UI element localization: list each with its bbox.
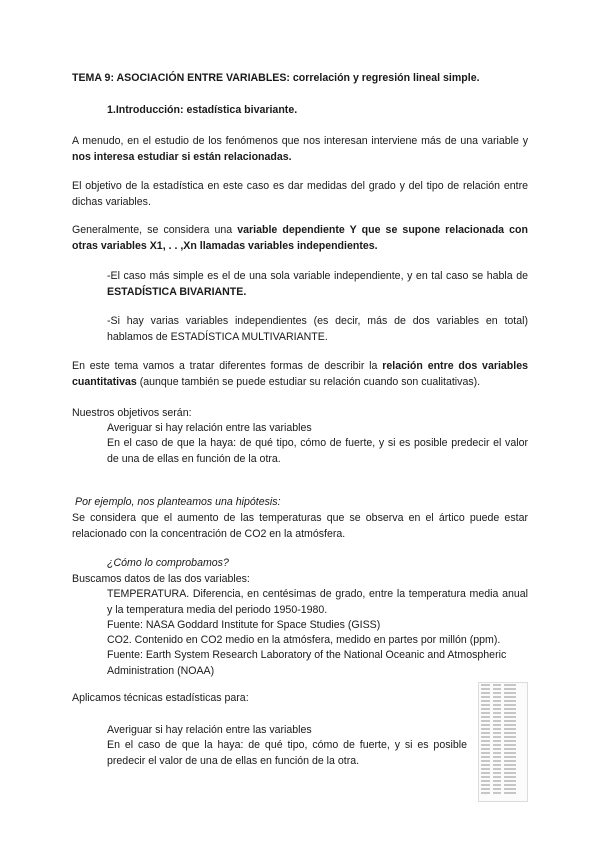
thumbnail-cell [504,772,516,774]
thumbnail-cell [493,704,501,706]
thumbnail-cell [481,760,490,762]
thumbnail-cell [504,768,516,770]
paragraph-variables-emphasis: variable dependiente Y que se supone relacionada con otras variables X1, . . ,Xn llamadas variables independientes. [72,224,528,252]
thumbnail-cell [481,712,490,714]
thumbnail-cell [481,732,490,734]
how-question: ¿Cómo lo comprobamos? [107,557,229,569]
thumbnail-cell [481,768,490,770]
apply-item-1: Averiguar si hay relación entre las variables [107,724,312,736]
thumbnail-row [481,728,525,731]
thumbnail-row [481,700,525,703]
objectives-intro: Nuestros objetivos serán: [72,407,192,419]
thumbnail-row [481,772,525,775]
thumbnail-cell [504,744,516,746]
thumbnail-cell [481,720,490,722]
thumbnail-cell [504,792,516,794]
thumbnail-cell [504,696,516,698]
thumbnail-cell [493,744,501,746]
thumbnail-cell [481,700,490,702]
thumbnail-cell [504,740,516,742]
thumbnail-cell [504,776,516,778]
thumbnail-row [481,712,525,715]
thumbnail-row [481,736,525,739]
thumbnail-cell [481,692,490,694]
thumbnail-cell [481,748,490,750]
thumbnail-cell [493,768,501,770]
thumbnail-cell [493,696,501,698]
thumbnail-cell [493,760,501,762]
paragraph-intro-emphasis: nos interesa estudiar si están relacionadas. [72,151,292,163]
thumbnail-cell [504,712,516,714]
thumbnail-cell [481,688,490,690]
thumbnail-cell [504,756,516,758]
thumbnail-row [481,756,525,759]
thumbnail-cell [481,776,490,778]
thumbnail-row [481,748,525,751]
thumbnail-cell [493,748,501,750]
thumbnail-cell [493,756,501,758]
thumbnail-cell [504,684,516,686]
thumbnail-cell [481,764,490,766]
thumbnail-cell [481,780,490,782]
thumbnail-cell [504,748,516,750]
thumbnail-cell [493,712,501,714]
thumbnail-cell [493,736,501,738]
document-title: TEMA 9: ASOCIACIÓN ENTRE VARIABLES: correlación y regresión lineal simple. [72,72,480,84]
temperature-source: Fuente: NASA Goddard Institute for Space Studies (GISS) [107,619,381,631]
thumbnail-cell [504,788,516,790]
thumbnail-cell [493,772,501,774]
thumbnail-cell [481,752,490,754]
thumbnail-row [481,692,525,695]
paragraph-quantitative-text-b: (aunque también se puede estudiar su relación cuando son cualitativas). [136,376,481,388]
paragraph-quantitative-text-a: En este tema vamos a tratar diferentes formas de describir la [72,360,383,372]
paragraph-intro-text: A menudo, en el estudio de los fenómenos que nos interesan interviene más de una variable y [72,135,528,147]
paragraph-quantitative [72,358,528,390]
thumbnail-cell [481,784,490,786]
thumbnail-cell [493,716,501,718]
thumbnail-cell [504,736,516,738]
paragraph-objective: El objetivo de la estadística en este caso es dar medidas del grado y del tipo de relación entre dichas variables. [72,180,528,208]
data-table-thumbnail [478,682,528,802]
thumbnail-row [481,732,525,735]
thumbnail-row [481,716,525,719]
thumbnail-cell [481,744,490,746]
thumbnail-cell [504,716,516,718]
thumbnail-cell [481,704,490,706]
data-intro: Buscamos datos de las dos variables: [72,573,250,585]
thumbnail-cell [481,684,490,686]
thumbnail-cell [504,688,516,690]
apply-item-2: En el caso de que la haya: de qué tipo, cómo de fuerte, y si es posible predecir el valor de una de ellas en función de la otra. [107,739,467,767]
thumbnail-row [481,740,525,743]
thumbnail-cell [481,736,490,738]
thumbnail-row [481,768,525,771]
apply-intro: Aplicamos técnicas estadísticas para: [72,692,249,704]
thumbnail-row [481,744,525,747]
thumbnail-cell [481,716,490,718]
thumbnail-row [481,724,525,727]
thumbnail-cell [493,764,501,766]
thumbnail-cell [493,728,501,730]
thumbnail-cell [493,784,501,786]
thumbnail-cell [504,708,516,710]
thumbnail-cell [504,784,516,786]
thumbnail-cell [493,776,501,778]
thumbnail-cell [504,752,516,754]
example-intro: Por ejemplo, nos planteamos una hipótesis: [75,496,281,508]
thumbnail-cell [504,704,516,706]
thumbnail-cell [493,792,501,794]
temperature-description: TEMPERATURA. Diferencia, en centésimas de grado, entre la temperatura media anual y la temperatura media del periodo 1950-1980. [107,588,528,616]
co2-source: Fuente: Earth System Research Laboratory of the National Oceanic and Atmospheric Administration (NOAA) [107,649,507,677]
thumbnail-cell [481,772,490,774]
thumbnail-cell [481,728,490,730]
thumbnail-cell [493,720,501,722]
paragraph-variables [72,222,528,254]
thumbnail-cell [493,788,501,790]
thumbnail-cell [493,780,501,782]
thumbnail-cell [493,692,501,694]
thumbnail-cell [493,724,501,726]
thumbnail-cell [481,740,490,742]
paragraph-bivariate [107,268,528,300]
thumbnail-row [481,788,525,791]
thumbnail-cell [493,688,501,690]
thumbnail-row [481,784,525,787]
thumbnail-cell [481,708,490,710]
thumbnail-cell [493,700,501,702]
thumbnail-cell [493,708,501,710]
thumbnail-cell [504,724,516,726]
thumbnail-cell [493,752,501,754]
thumbnail-cell [493,684,501,686]
thumbnail-row [481,696,525,699]
thumbnail-cell [481,724,490,726]
thumbnail-row [481,720,525,723]
thumbnail-row [481,708,525,711]
paragraph-multivariate: -Si hay varias variables independientes (es decir, más de dos variables en total) hablamos de ESTADÍSTICA MULTIVARIANTE. [107,315,528,343]
thumbnail-cell [504,728,516,730]
paragraph-intro [72,133,528,165]
thumbnail-cell [504,692,516,694]
thumbnail-cell [481,756,490,758]
thumbnail-row [481,764,525,767]
thumbnail-cell [504,780,516,782]
thumbnail-cell [504,732,516,734]
example-text: Se considera que el aumento de las temperaturas que se observa en el ártico puede estar relacionado con la concentración de CO2 en la atmósfera. [72,512,528,540]
thumbnail-cell [481,792,490,794]
thumbnail-cell [504,700,516,702]
thumbnail-cell [493,732,501,734]
thumbnail-row [481,792,525,795]
thumbnail-cell [493,740,501,742]
paragraph-quantitative-emphasis: relación entre dos variables cuantitativas [72,360,528,388]
thumbnail-cell [481,788,490,790]
paragraph-variables-text: Generalmente, se considera una [72,224,238,236]
thumbnail-row [481,704,525,707]
co2-description: CO2. Contenido en CO2 medio en la atmósfera, medido en partes por millón (ppm). [107,634,501,646]
objective-item-2: En el caso de que la haya: de qué tipo, cómo de fuerte, y si es posible predecir el valor de una de ellas en función de la otra. [107,437,528,465]
thumbnail-cell [504,720,516,722]
thumbnail-cell [481,696,490,698]
thumbnail-cell [504,760,516,762]
thumbnail-row [481,684,525,687]
thumbnail-row [481,688,525,691]
paragraph-bivariate-emphasis: ESTADÍSTICA BIVARIANTE. [107,286,247,298]
section-heading: 1.Introducción: estadística bivariante. [107,104,298,116]
objective-item-1: Averiguar si hay relación entre las variables [107,422,312,434]
thumbnail-row [481,776,525,779]
paragraph-bivariate-text: -El caso más simple es el de una sola variable independiente, y en tal caso se habla de [107,270,528,282]
thumbnail-row [481,760,525,763]
thumbnail-row [481,780,525,783]
thumbnail-cell [504,764,516,766]
thumbnail-row [481,752,525,755]
